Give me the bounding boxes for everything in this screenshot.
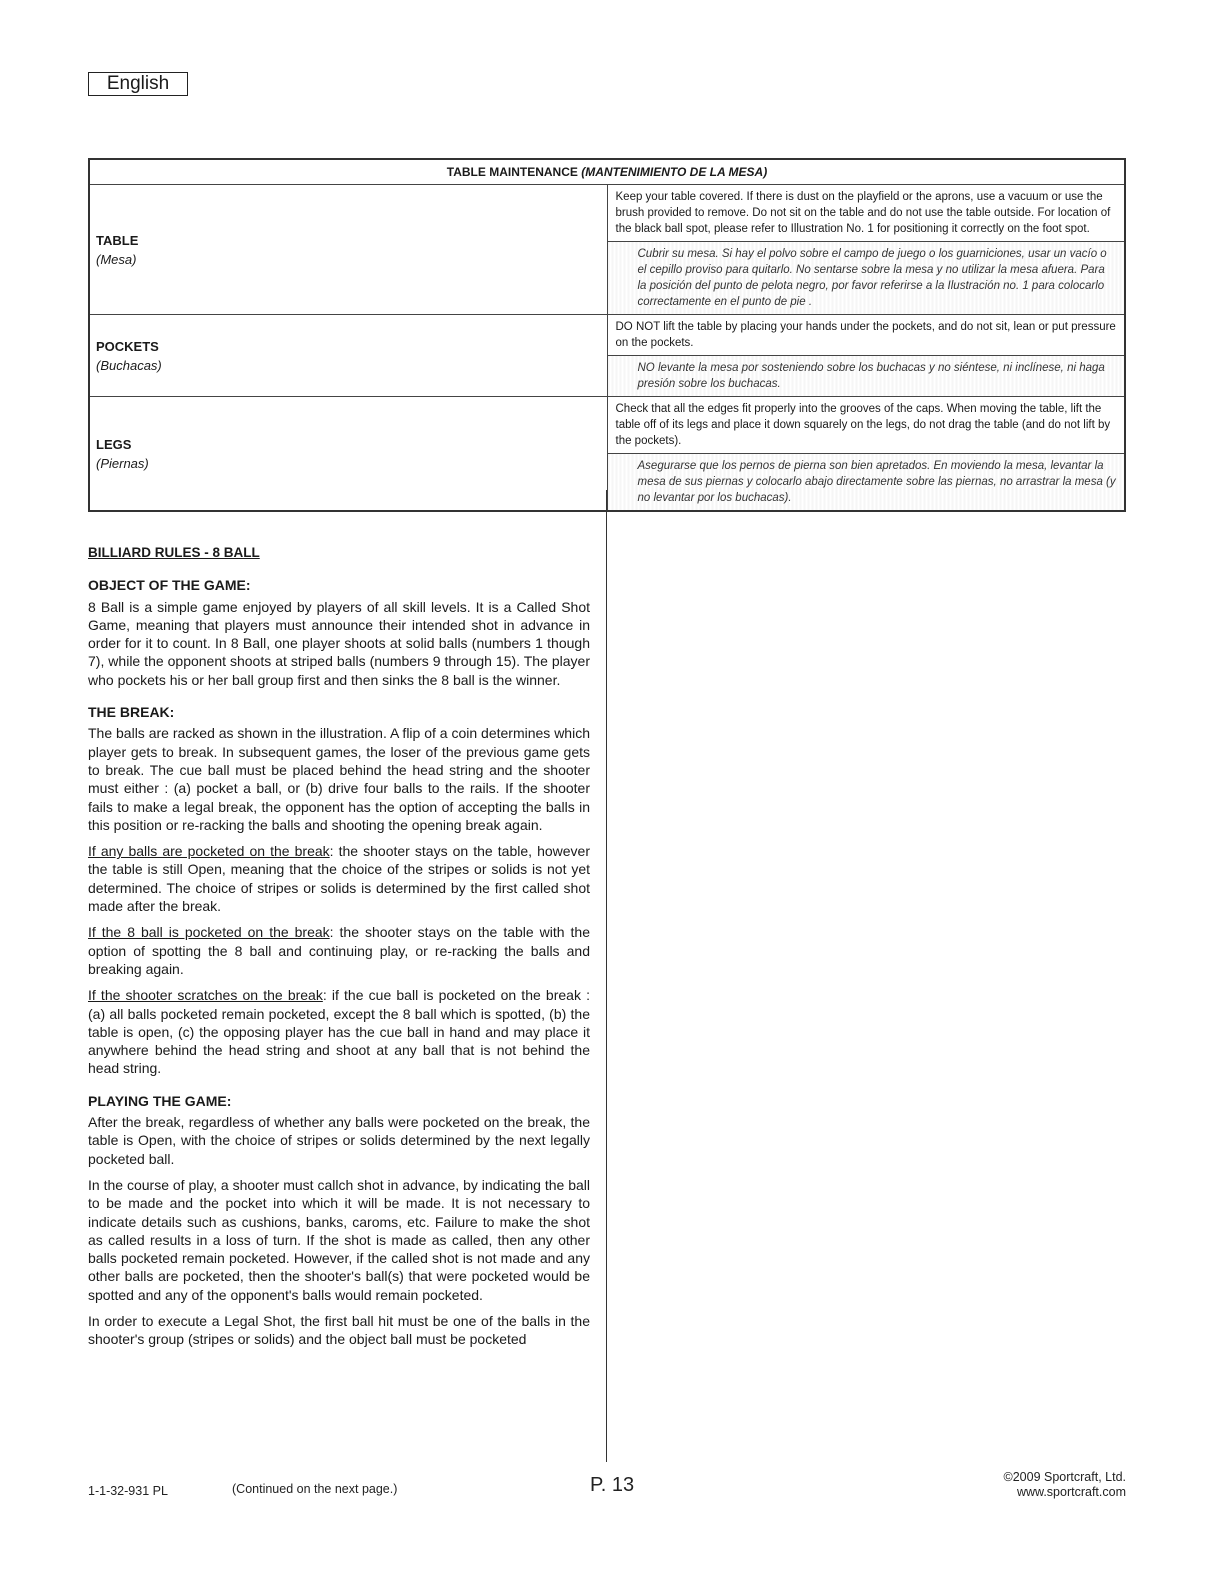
text-es: NO levante la mesa por sosteniendo sobre los buchacas y no siéntese, ni inclínese, ni haga presión sobre los buchacas. (607, 356, 1125, 397)
object-heading: OBJECT OF THE GAME: (88, 577, 251, 594)
text-en: Check that all the edges fit properly into the grooves of the caps. When moving the table, lift the table off of its legs and place it down squarely on the legs, do not drag the table (and do not lift by the pockets). (607, 397, 1125, 454)
label-en: LEGS (96, 436, 132, 452)
column-divider (606, 490, 607, 1462)
playing-paragraph-1: After the break, regardless of whether any balls were pocketed on the break, the table is Open, with the choice of stripes or solids determined by the next legally pocketed ball. (88, 1114, 590, 1167)
row-label-pockets (89, 315, 607, 397)
scratch-lead: If the shooter scratches on the break (88, 987, 323, 1004)
any-balls-lead: If any balls are pocketed on the break (88, 843, 330, 860)
text-es: Cubrir su mesa. Si hay el polvo sobre el campo de juego o los guarniciones, usar un vacío o el cepillo proviso para quitarlo. No sentarse sobre la mesa y no utilizar la mesa afuera. Para la posición del punto de pelota negro, por favor referirse a la Ilustración no. 1 para colocarlo correctamente en el punto de pie . (607, 242, 1125, 315)
object-text: 8 Ball is a simple game enjoyed by players of all skill levels. It is a Called Shot Game, meaning that players must announce their intended shot in advance in order for it to count. In 8 Ball, one player shoots at solid balls (numbers 1 though 7), while the opponent shoots at striped balls (numbers 9 through 15). The player who pockets his or her ball group first and then sinks the 8 ball is the winner. (88, 598, 590, 688)
maintenance-table (88, 158, 1126, 512)
copyright-text: ©2009 Sportcraft, Ltd. (1003, 1470, 1126, 1484)
page-number: P. 13 (590, 1474, 635, 1496)
row-label-table (89, 185, 607, 315)
playing-heading: PLAYING THE GAME: (88, 1092, 232, 1109)
rules-heading: BILLIARD RULES - 8 BALL (88, 545, 260, 560)
scratch-text: : if the cue ball is pocketed on the break : (a) all balls pocketed remain pocketed, except the 8 ball which is spotted, (b) the table is open, (c) the opposing player has the cue ball in hand and may place it anywhere behind the head string and shoot at any ball that is not behind the head string. (88, 987, 590, 1077)
label-en: TABLE (96, 232, 139, 248)
continued-note: (Continued on the next page.) (232, 1482, 398, 1496)
text-en: DO NOT lift the table by placing your hands under the pockets, and do not sit, lean or put pressure on the pockets. (607, 315, 1125, 356)
any-balls-text: : the shooter stays on the table, however the table is still Open, meaning that the choice of the stripes or solids is not yet determined. The choice of stripes or solids is determined by the first called shot made after the break. (88, 843, 591, 915)
label-en: POCKETS (96, 338, 159, 354)
label-es: (Buchacas) (96, 357, 162, 373)
maintenance-title-es: (MANTENIMIENTO DE LA MESA) (581, 165, 768, 179)
maintenance-title (89, 159, 1125, 185)
maintenance-title-en: TABLE MAINTENANCE (446, 165, 578, 179)
rules-column (88, 544, 590, 1357)
break-text: The balls are racked as shown in the illustration. A flip of a coin determines which player gets to break. In subsequent games, the loser of the previous game gets to break. The cue ball must be placed behind the head string and the shooter must either : (a) pocket a ball, or (b) drive four balls to the rails. If the shooter fails to make a legal break, the opponent has the option of accepting the balls in this position or re-racking the balls and shooting the opening break again. (88, 725, 590, 833)
text-es: Asegurarse que los pernos de pierna son bien apretados. En moviendo la mesa, levantar la mesa de sus piernas y colocarlo abajo directamente sobre las piernas, no arrastrar la mesa (y no levantar por los buchacas). (607, 454, 1125, 512)
document-code: 1-1-32-931 PL (88, 1484, 168, 1498)
label-es: (Mesa) (96, 251, 137, 267)
website-text: www.sportcraft.com (1016, 1485, 1126, 1499)
copyright-block (1004, 1470, 1126, 1500)
text-en: Keep your table covered. If there is dust on the playfield or the aprons, use a vacuum or use the brush provided to remove. Do not sit on the table and do not use the table outside. For location of the black ball spot, please refer to Illustration No. 1 for positioning it correctly on the foot spot. (607, 185, 1125, 242)
playing-paragraph-3: In order to execute a Legal Shot, the first ball hit must be one of the balls in the shooter's group (stripes or solids) and the object ball must be pocketed (88, 1312, 590, 1348)
playing-paragraph-2: In the course of play, a shooter must callch shot in advance, by indicating the ball to be made and the pocket into which it will be made. It is not necessary to indicate details such as cushions, banks, caroms, etc. Failure to make the shot as called results in a loss of turn. If the shot is made as called, then any other balls pocketed remain pocketed. However, if the called shot is not made and any other balls are pocketed, then the shooter's ball(s) that were pocketed would be spotted and any of the opponent's balls would remain pocketed. (88, 1176, 590, 1303)
language-label: English (88, 72, 188, 96)
scratch-paragraph (88, 986, 590, 1077)
eight-ball-lead: If the 8 ball is pocketed on the break (88, 924, 330, 941)
any-balls-paragraph (88, 842, 590, 915)
eight-ball-paragraph (88, 923, 590, 978)
eight-ball-text: : the shooter stays on the table with the option of spotting the 8 ball and continuing play, or re-racking the balls and breaking again. (88, 924, 590, 977)
break-heading: THE BREAK: (88, 704, 175, 721)
label-es: (Piernas) (96, 455, 149, 471)
row-label-legs (89, 397, 607, 512)
